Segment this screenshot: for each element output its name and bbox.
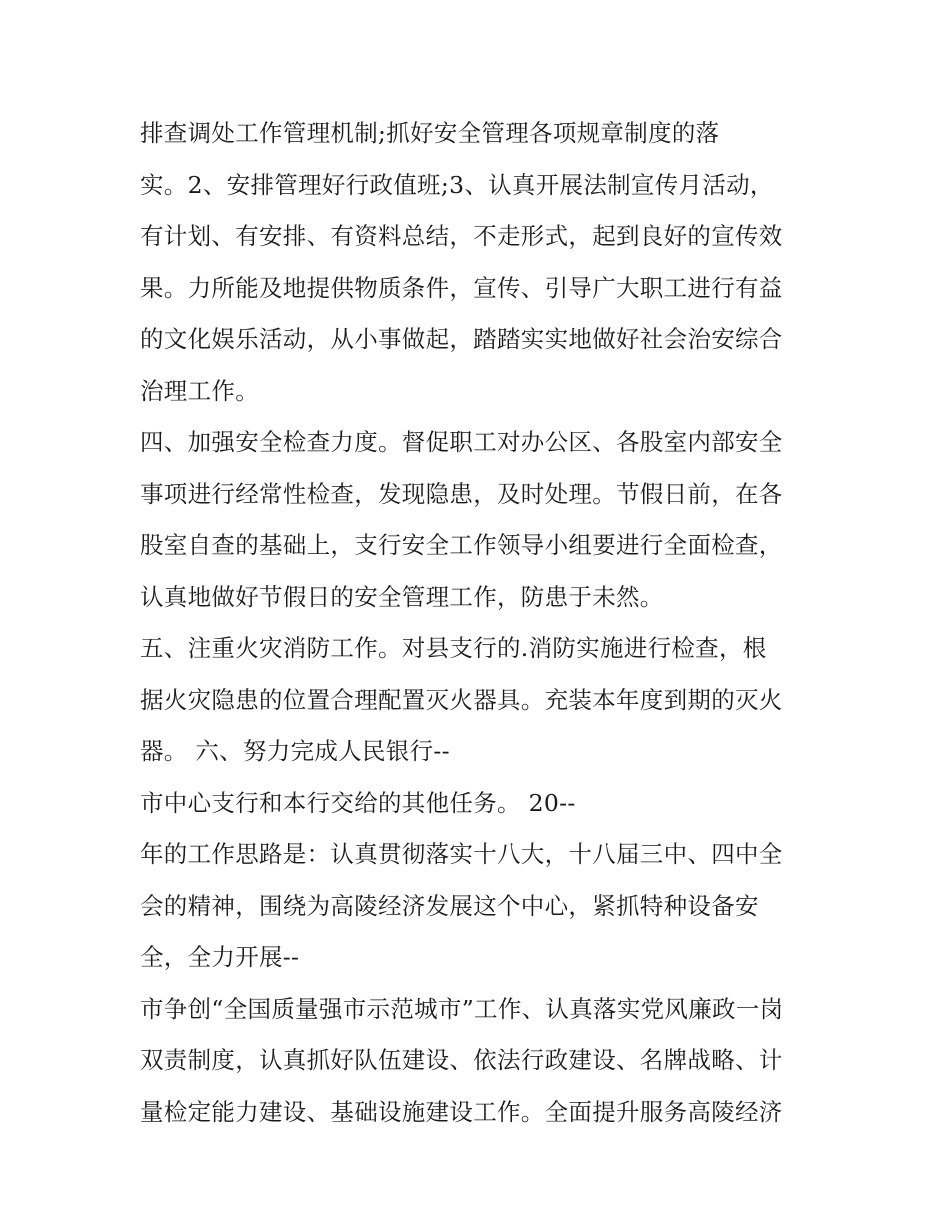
text-line: 治理工作。 [140, 376, 259, 405]
text-line: 五、注重火灾消防工作。对县支行的.消防实施进行检查，根 [140, 634, 767, 662]
text-line: 实。2、安排管理好行政值班;3、认真开展法制宣传月活动， [140, 170, 774, 199]
text-line: 果。力所能及地提供物质条件，宣传、引导广大职工进行有益 [140, 273, 783, 302]
text-line: 双责制度，认真抓好队伍建设、依法行政建设、名牌战略、计 [140, 1046, 783, 1074]
text-line: 排查调处工作管理机制;抓好安全管理各项规章制度的落 [140, 119, 720, 147]
text-line: 有计划、有安排、有资料总结，不走形式，起到良好的宣传效 [140, 222, 783, 250]
text-line: 据火灾隐患的位置合理配置灭火器具。充装本年度到期的灭火 [140, 685, 783, 714]
text-line: 市中心支行和本行交给的其他任务。 20-- [140, 788, 576, 817]
text-line: 事项进行经常性检查，发现隐患，及时处理。节假日前，在各 [140, 479, 783, 508]
text-line: 全，全力开展-- [140, 943, 300, 971]
text-line: 量检定能力建设、基础设施建设工作。全面提升服务高陵经济 [140, 1097, 783, 1126]
text-line: 的文化娱乐活动，从小事做起，踏踏实实地做好社会治安综合 [140, 325, 783, 353]
document-body [140, 108, 820, 1138]
text-line: 四、加强安全检查力度。督促职工对办公区、各股室内部安全 [140, 428, 783, 456]
text-line: 会的精神，围绕为高陵经济发展这个中心，紧抓特种设备安 [140, 891, 759, 920]
text-line: 器。 六、努力完成人民银行-- [140, 737, 450, 765]
text-line: 认真地做好节假日的安全管理工作，防患于未然。 [140, 582, 664, 611]
text-line: 年的工作思路是：认真贯彻落实十八大，十八届三中、四中全 [140, 840, 783, 868]
text-line: 股室自查的基础上，支行安全工作领导小组要进行全面检查， [140, 531, 783, 559]
text-line: 市争创“全国质量强市示范城市”工作、认真落实党风廉政一岗 [140, 994, 784, 1023]
